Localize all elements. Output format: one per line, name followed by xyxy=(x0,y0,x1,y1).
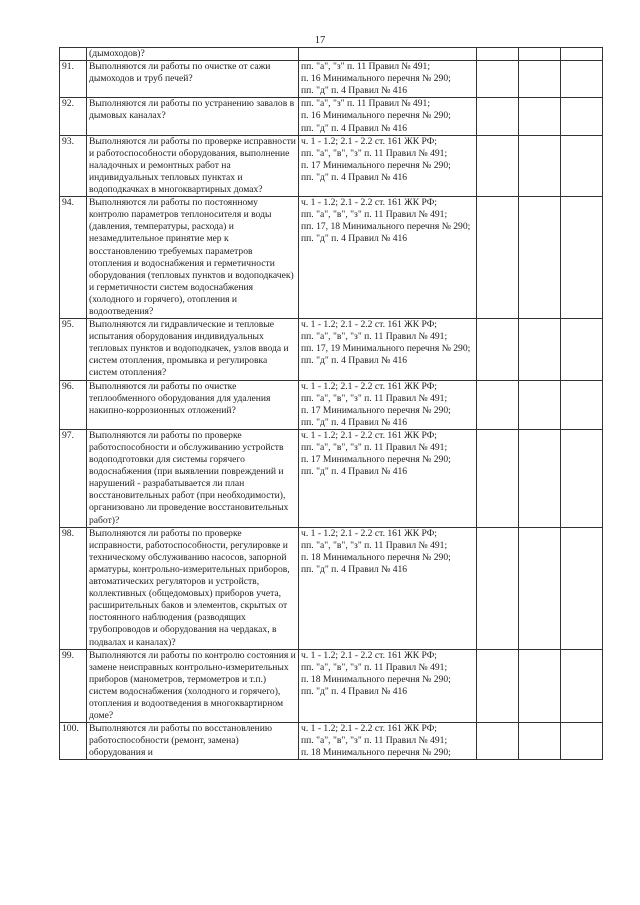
references-cell xyxy=(299,61,477,98)
answer-yes-cell[interactable] xyxy=(477,197,519,319)
answer-na-cell[interactable] xyxy=(561,723,603,760)
row-number: 99. xyxy=(60,649,87,723)
reference-line: пп. "д" п. 4 Правил № 416 xyxy=(301,233,408,245)
reference-line: пп. "д" п. 4 Правил № 416 xyxy=(301,416,408,428)
reference-line: ч. 1 - 1.2; 2.1 - 2.2 ст. 161 ЖК РФ; xyxy=(301,197,437,209)
reference-line: п. 16 Минимального перечня № 290; xyxy=(301,110,451,122)
question-cell: (дымоходов)? xyxy=(87,48,299,61)
reference-line: пп. "д" п. 4 Правил № 416 xyxy=(301,563,408,575)
answer-yes-cell[interactable] xyxy=(477,135,519,196)
checklist-table xyxy=(59,47,603,760)
reference-line: п. 16 Минимального перечня № 290; xyxy=(301,73,451,85)
table-row xyxy=(60,527,603,649)
references-cell xyxy=(299,723,477,760)
answer-no-cell[interactable] xyxy=(519,319,561,380)
reference-line: пп. "д" п. 4 Правил № 416 xyxy=(301,171,408,183)
question-cell: Выполняются ли работы по восстановлению работоспособности (ремонт, замена) оборудования и xyxy=(87,723,299,760)
table-row xyxy=(60,135,603,196)
question-cell: Выполняются ли работы по постоянному контролю параметров теплоносителя и воды (давления, температуры, расхода) и незамедлительное принятие мер к восстановлению требуемых параметров отопления и водоснабжения и герметичности оборудования (тепловых пунктов и водоподкачек) и герметичности систем водоснабжения (холодного и горячего), отопления и водоотведения? xyxy=(87,197,299,319)
answer-na-cell[interactable] xyxy=(561,527,603,649)
question-cell: Выполняются ли работы по контролю состояния и замене неисправных контрольно-измерительных приборов (манометров, термометров и т.п.) систем водоснабжения (холодного и горячего), отопления и водоотведения в многоквартирном доме? xyxy=(87,649,299,723)
answer-no-cell[interactable] xyxy=(519,98,561,135)
row-number: 100. xyxy=(60,723,87,760)
reference-line: ч. 1 - 1.2; 2.1 - 2.2 ст. 161 ЖК РФ; xyxy=(301,723,437,735)
row-number: 94. xyxy=(60,197,87,319)
reference-line: п. 18 Минимального перечня № 290; xyxy=(301,551,451,563)
reference-line: пп. "д" п. 4 Правил № 416 xyxy=(301,685,408,697)
table-row xyxy=(60,61,603,98)
answer-na-cell[interactable] xyxy=(561,649,603,723)
table-row xyxy=(60,48,603,61)
reference-line: пп. "а", "в", "з" п. 11 Правил № 491; xyxy=(301,209,448,221)
row-number: 98. xyxy=(60,527,87,649)
answer-yes-cell[interactable] xyxy=(477,48,519,61)
reference-line: п. 17 Минимального перечня № 290; xyxy=(301,159,451,171)
answer-no-cell[interactable] xyxy=(519,135,561,196)
answer-no-cell[interactable] xyxy=(519,380,561,429)
answer-yes-cell[interactable] xyxy=(477,98,519,135)
answer-na-cell[interactable] xyxy=(561,48,603,61)
answer-yes-cell[interactable] xyxy=(477,61,519,98)
reference-line: пп. "д" п. 4 Правил № 416 xyxy=(301,85,408,97)
answer-yes-cell[interactable] xyxy=(477,723,519,760)
question-cell: Выполняются ли работы по проверке исправности, работоспособности, регулировке и техническому обслуживанию насосов, запорной арматуры, контрольно-измерительных приборов, автоматических регуляторов и устройств, коллективных (общедомовых) приборов учета, расширительных баков и элементов, скрытых от постоянного наблюдения (разводящих трубопроводов и оборудования на чердаках, в подвалах и каналах)? xyxy=(87,527,299,649)
answer-no-cell[interactable] xyxy=(519,48,561,61)
reference-line: пп. 17, 19 Минимального перечня № 290; xyxy=(301,343,471,355)
reference-line: пп. "а", "з" п. 11 Правил № 491; xyxy=(301,61,430,73)
question-cell: Выполняются ли гидравлические и тепловые испытания оборудования индивидуальных тепловых пунктов и водоподкачек, узлов ввода и систем отопления, промывка и регулировка систем отопления? xyxy=(87,319,299,380)
reference-line: ч. 1 - 1.2; 2.1 - 2.2 ст. 161 ЖК РФ; xyxy=(301,319,437,331)
question-cell: Выполняются ли работы по очистке теплообменного оборудования для удаления накипно-коррозионных отложений? xyxy=(87,380,299,429)
reference-line: пп. "а", "в", "з" п. 11 Правил № 491; xyxy=(301,392,448,404)
references-cell xyxy=(299,135,477,196)
references-cell xyxy=(299,319,477,380)
reference-line: п. 17 Минимального перечня № 290; xyxy=(301,454,451,466)
table-row xyxy=(60,429,603,527)
reference-line: п. 18 Минимального перечня № 290; xyxy=(301,747,451,759)
reference-line: пп. "д" п. 4 Правил № 416 xyxy=(301,466,408,478)
references-cell xyxy=(299,197,477,319)
references-cell xyxy=(299,649,477,723)
references-cell xyxy=(299,429,477,527)
row-number: 93. xyxy=(60,135,87,196)
reference-line: ч. 1 - 1.2; 2.1 - 2.2 ст. 161 ЖК РФ; xyxy=(301,429,437,441)
answer-na-cell[interactable] xyxy=(561,98,603,135)
answer-na-cell[interactable] xyxy=(561,380,603,429)
row-number: 91. xyxy=(60,61,87,98)
reference-line: пп. "а", "в", "з" п. 11 Правил № 491; xyxy=(301,147,448,159)
reference-line: пп. 17, 18 Минимального перечня № 290; xyxy=(301,221,471,233)
row-number: 92. xyxy=(60,98,87,135)
answer-na-cell[interactable] xyxy=(561,135,603,196)
references-cell xyxy=(299,380,477,429)
references-cell xyxy=(299,48,477,61)
answer-no-cell[interactable] xyxy=(519,527,561,649)
answer-yes-cell[interactable] xyxy=(477,429,519,527)
page-number: 17 xyxy=(314,35,326,46)
answer-yes-cell[interactable] xyxy=(477,380,519,429)
table-row xyxy=(60,649,603,723)
reference-line: ч. 1 - 1.2; 2.1 - 2.2 ст. 161 ЖК РФ; xyxy=(301,380,437,392)
question-cell: Выполняются ли работы по проверке работоспособности и обслуживанию устройств водоподготовки для системы горячего водоснабжения (при выявлении повреждений и нарушений - разрабатывается ли план восстановительных работ (при необходимости), организовано ли проведение восстановительных работ)? xyxy=(87,429,299,527)
answer-na-cell[interactable] xyxy=(561,429,603,527)
question-cell: Выполняются ли работы по устранению завалов в дымовых каналах? xyxy=(87,98,299,135)
reference-line: пп. "а", "в", "з" п. 11 Правил № 491; xyxy=(301,735,448,747)
table-row xyxy=(60,197,603,319)
references-cell xyxy=(299,527,477,649)
table-row xyxy=(60,98,603,135)
reference-line: пп. "а", "в", "з" п. 11 Правил № 491; xyxy=(301,331,448,343)
answer-no-cell[interactable] xyxy=(519,723,561,760)
reference-line: пп. "д" п. 4 Правил № 416 xyxy=(301,355,408,367)
row-number: 96. xyxy=(60,380,87,429)
reference-line: пп. "д" п. 4 Правил № 416 xyxy=(301,122,408,134)
reference-line: ч. 1 - 1.2; 2.1 - 2.2 ст. 161 ЖК РФ; xyxy=(301,135,437,147)
table-row xyxy=(60,380,603,429)
answer-no-cell[interactable] xyxy=(519,61,561,98)
table-row xyxy=(60,319,603,380)
answer-na-cell[interactable] xyxy=(561,319,603,380)
row-number: 95. xyxy=(60,319,87,380)
answer-na-cell[interactable] xyxy=(561,61,603,98)
answer-yes-cell[interactable] xyxy=(477,319,519,380)
reference-line: ч. 1 - 1.2; 2.1 - 2.2 ст. 161 ЖК РФ; xyxy=(301,649,437,661)
reference-line: п. 18 Минимального перечня № 290; xyxy=(301,673,451,685)
reference-line: пп. "а", "з" п. 11 Правил № 491; xyxy=(301,98,430,110)
answer-no-cell[interactable] xyxy=(519,197,561,319)
answer-no-cell[interactable] xyxy=(519,649,561,723)
reference-line: пп. "а", "в", "з" п. 11 Правил № 491; xyxy=(301,539,448,551)
answer-yes-cell[interactable] xyxy=(477,649,519,723)
reference-line: ч. 1 - 1.2; 2.1 - 2.2 ст. 161 ЖК РФ; xyxy=(301,527,437,539)
question-cell: Выполняются ли работы по очистке от сажи дымоходов и труб печей? xyxy=(87,61,299,98)
question-cell: Выполняются ли работы по проверке исправности и работоспособности оборудования, выполнение наладочных и ремонтных работ на индивидуальных тепловых пунктах и водоподкачках в многоквартирных домах? xyxy=(87,135,299,196)
reference-line: пп. "а", "в", "з" п. 11 Правил № 491; xyxy=(301,442,448,453)
reference-line: пп. "а", "в", "з" п. 11 Правил № 491; xyxy=(301,661,448,673)
references-cell xyxy=(299,98,477,135)
table-row xyxy=(60,723,603,760)
row-number: 97. xyxy=(60,429,87,527)
row-number xyxy=(60,48,87,61)
answer-yes-cell[interactable] xyxy=(477,527,519,649)
answer-no-cell[interactable] xyxy=(519,429,561,527)
answer-na-cell[interactable] xyxy=(561,197,603,319)
reference-line: п. 17 Минимального перечня № 290; xyxy=(301,404,451,416)
